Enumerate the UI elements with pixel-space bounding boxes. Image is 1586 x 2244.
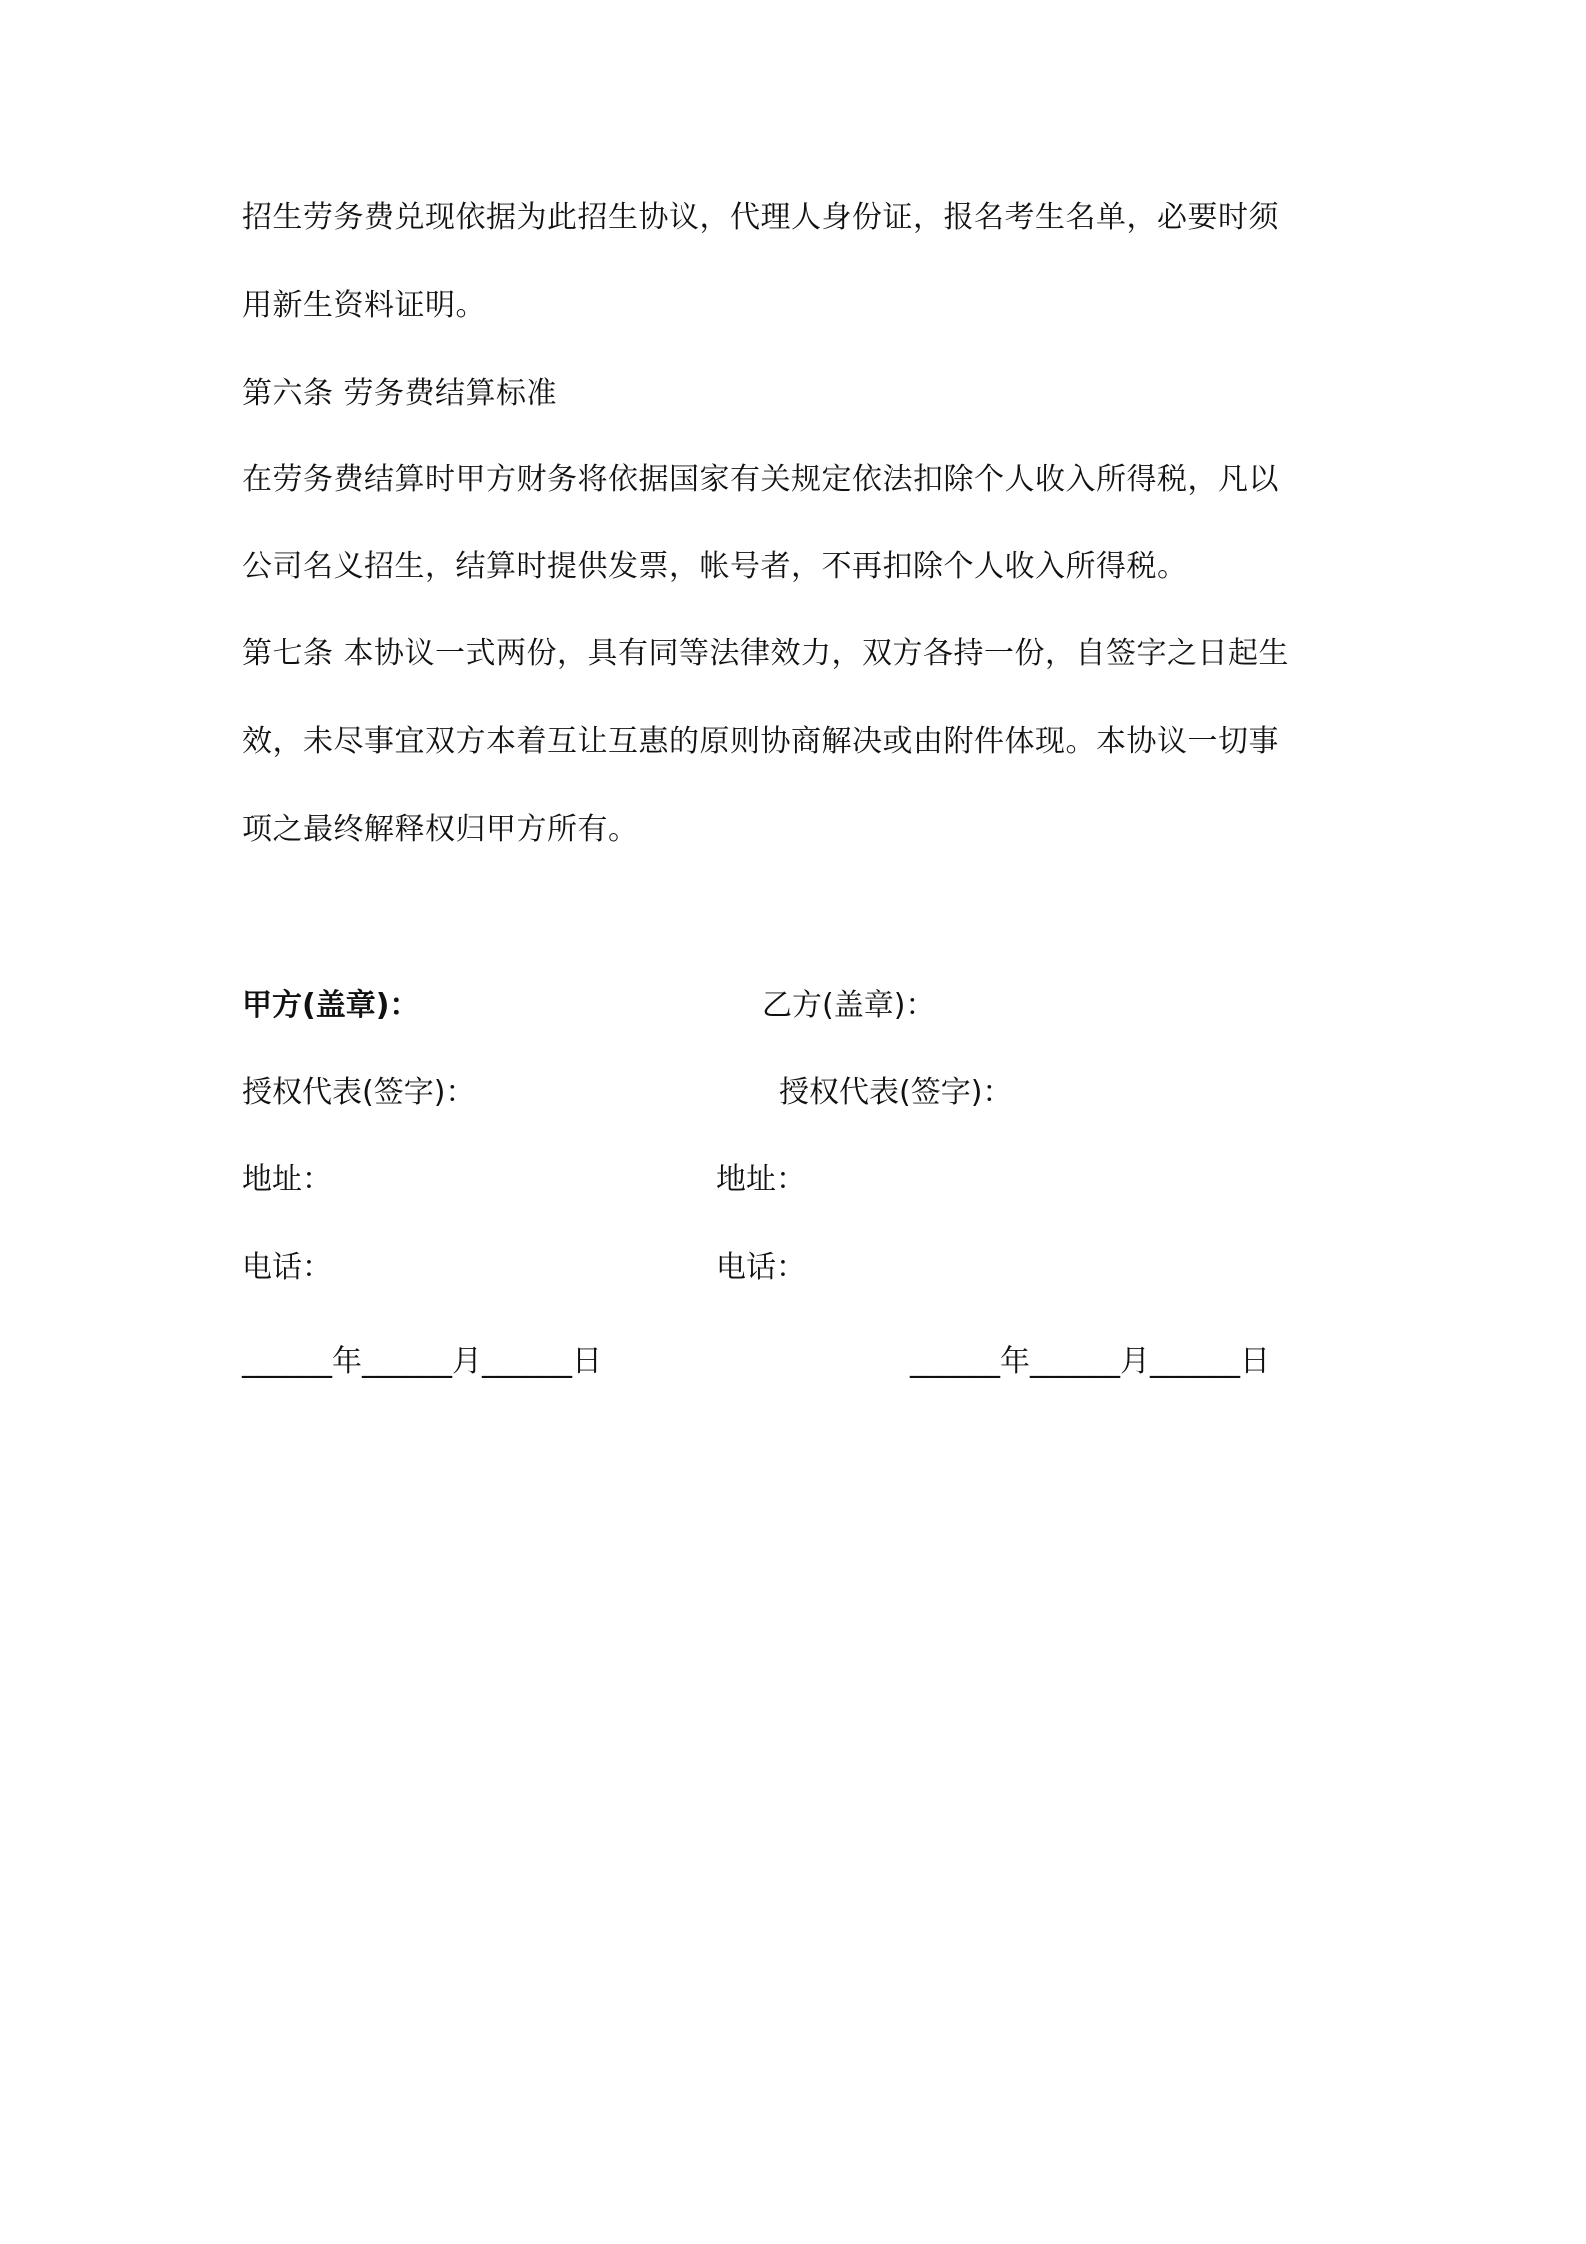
article-7-line-1 — [242, 632, 1362, 676]
party-b-address-label: 地址： — [716, 1162, 806, 1197]
article-6-number: 第六条 — [242, 376, 334, 411]
payment-basis-line-2: 用新生资料证明。 — [242, 288, 486, 323]
article-7-line-3: 项之最终解释权归甲方所有。 — [242, 812, 639, 847]
article-7-line-2: 效，未尽事宜双方本着互让互惠的原则协商解决或由附件体现。本协议一切事 — [242, 724, 1279, 759]
party-a-address-label: 地址： — [242, 1162, 332, 1197]
article-6-heading — [242, 372, 1362, 416]
party-b-date-line: ______年______月______日 — [910, 1344, 1270, 1379]
article-7-number: 第七条 — [242, 636, 334, 671]
settlement-line-2: 公司名义招生，结算时提供发票，帐号者，不再扣除个人收入所得税。 — [242, 549, 1188, 584]
payment-basis-line-1: 招生劳务费兑现依据为此招生协议，代理人身份证，报名考生名单，必要时须 — [242, 200, 1279, 235]
party-b-phone-label: 电话： — [716, 1250, 806, 1285]
article-6-title: 劳务费结算标准 — [343, 376, 558, 411]
party-b-representative-label: 授权代表(签字)： — [779, 1075, 1013, 1110]
party-a-seal-label: 甲方(盖章)： — [242, 988, 420, 1023]
party-a-phone-label: 电话： — [242, 1250, 332, 1285]
party-b-seal-label: 乙方(盖章)： — [762, 988, 936, 1023]
article-7-text-1: 本协议一式两份，具有同等法律效力，双方各持一份，自签字之日起生 — [343, 636, 1290, 671]
party-a-representative-label: 授权代表(签字)： — [242, 1075, 476, 1110]
party-a-date-line: ______年______月______日 — [242, 1344, 602, 1379]
settlement-line-1: 在劳务费结算时甲方财务将依据国家有关规定依法扣除个人收入所得税，凡以 — [242, 462, 1279, 497]
